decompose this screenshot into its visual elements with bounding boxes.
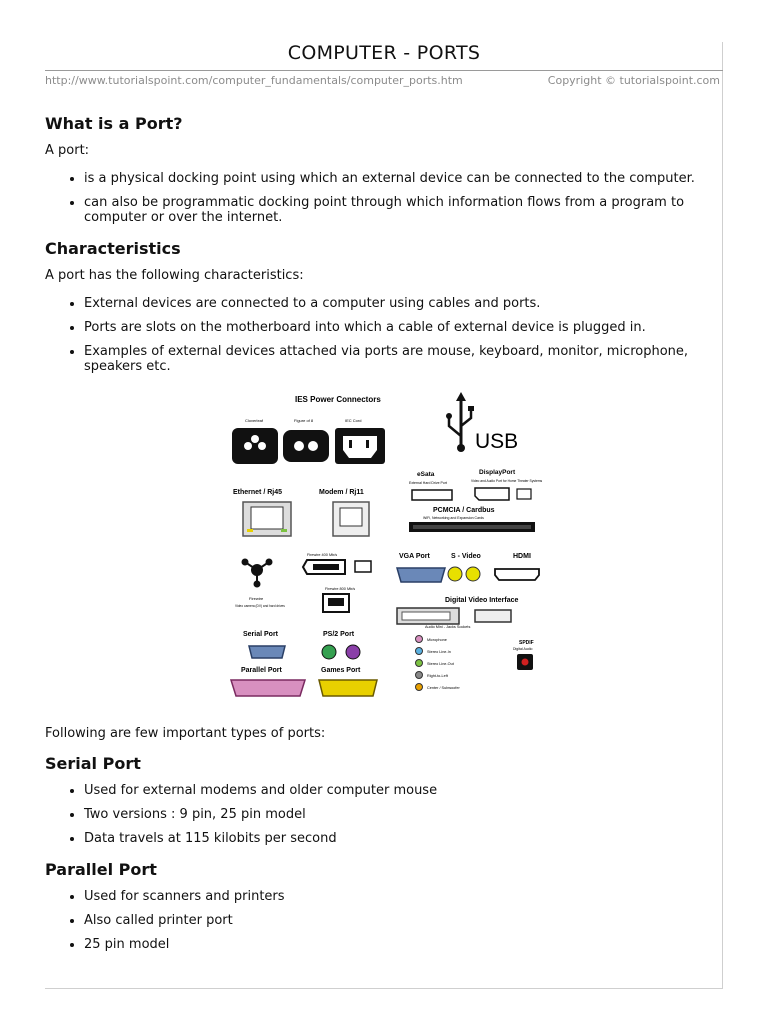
spdif-label: SPDIF xyxy=(519,640,534,646)
figure8-connector-icon xyxy=(283,430,329,462)
audio-linein-label: Stereo Line-In xyxy=(427,650,451,654)
port-definition-list xyxy=(45,171,725,225)
list-item: • Ports are slots on the motherboard into which a cable of external device is plugged in. xyxy=(84,320,725,335)
esata-label: eSata xyxy=(417,471,435,478)
displayport-sub: Video and Audio Port for Home Theater Systems xyxy=(471,479,543,483)
list-item: • can also be programmatic docking point through which information flows from a program to computer or over the internet. xyxy=(84,195,725,225)
list-item: • Two versions : 9 pin, 25 pin model xyxy=(84,807,725,822)
serial-port-icon xyxy=(249,646,285,658)
cloverleaf-connector-icon xyxy=(232,428,278,464)
list-item: • Also called printer port xyxy=(84,913,725,928)
source-url[interactable]: http://www.tutorialspoint.com/computer_fundamentals/computer_ports.htm xyxy=(45,74,463,87)
parallel-port-list xyxy=(45,889,725,952)
list-item: • Examples of external devices attached via ports are mouse, keyboard, monitor, microphone, speakers etc. xyxy=(84,344,725,374)
hdmi-port-icon xyxy=(495,569,539,580)
audio-jacks xyxy=(416,636,423,691)
list-item: • Used for scanners and printers xyxy=(84,889,725,904)
displayport-label: DisplayPort xyxy=(479,469,516,476)
list-item: • External devices are connected to a computer using cables and ports. xyxy=(84,296,725,311)
usb-label: USB xyxy=(475,430,519,453)
pcmcia-label: PCMCIA / Cardbus xyxy=(433,507,495,514)
ethernet-label: Ethernet / Rj45 xyxy=(233,489,283,496)
port-intro: A port: xyxy=(45,143,90,158)
audio-mic-label: Microphone xyxy=(427,638,447,642)
firewire400-label: Firewire 400 Mb/s xyxy=(307,553,338,557)
document-body xyxy=(45,105,725,966)
parallel-port-icon xyxy=(231,680,305,696)
firewire-label: Firewire xyxy=(249,596,264,601)
vga-port-icon xyxy=(397,568,445,582)
audio-rtl-label: Right-to-Left xyxy=(427,674,448,678)
svideo-port-icon xyxy=(448,567,462,581)
ies-label-iec: IEC Cord xyxy=(345,418,362,423)
audio-center-label: Center / Subwoofer xyxy=(427,686,460,690)
heading-what-is-port: What is a Port? xyxy=(45,114,183,133)
games-label: Games Port xyxy=(321,667,361,674)
ies-label-cloverleaf: Cloverleaf xyxy=(245,418,264,423)
ports-illustration xyxy=(227,388,547,710)
firewire-icon xyxy=(242,559,273,588)
ies-title: IES Power Connectors xyxy=(295,395,381,404)
serial-port-list xyxy=(45,783,725,846)
characteristics-list xyxy=(45,296,725,374)
heading-characteristics: Characteristics xyxy=(45,239,181,258)
displayport-icon xyxy=(475,488,509,500)
pcmcia-sub: WiFi, Networking and Expansion Cards xyxy=(423,516,484,520)
esata-sub: External Hard Drive Port xyxy=(409,481,447,485)
audio-lineout-label: Stereo Line-Out xyxy=(427,662,454,666)
dvi-label: Digital Video Interface xyxy=(445,597,519,604)
usb-icon xyxy=(446,392,474,452)
serial-label: Serial Port xyxy=(243,631,279,638)
characteristics-intro: A port has the following characteristics: xyxy=(45,268,304,283)
firewire800-label: Firewire 800 Mb/s xyxy=(325,587,356,591)
ps2-keyboard-port-icon xyxy=(346,645,360,659)
heading-serial-port: Serial Port xyxy=(45,754,141,773)
games-port-icon xyxy=(319,680,377,696)
ies-label-figure8: Figure of 8 xyxy=(294,418,314,423)
list-item: • Data travels at 115 kilobits per second xyxy=(84,831,725,846)
list-item: • Used for external modems and older computer mouse xyxy=(84,783,725,798)
list-item: • is a physical docking point using which an external device can be connected to the computer. xyxy=(84,171,725,186)
ps2-label: PS/2 Port xyxy=(323,631,355,638)
esata-port-icon xyxy=(412,490,452,500)
vga-label: VGA Port xyxy=(399,553,430,560)
title-rule xyxy=(45,70,723,71)
spdif-sub: Digital Audio xyxy=(513,647,533,651)
firewire-sub: Video camera (DV) and hard drives xyxy=(235,604,285,608)
svideo-label: S - Video xyxy=(451,553,481,560)
list-item: • 25 pin model xyxy=(84,937,725,952)
parallel-label: Parallel Port xyxy=(241,667,282,674)
ps2-mouse-port-icon xyxy=(322,645,336,659)
modem-label: Modem / Rj11 xyxy=(319,489,364,496)
audio-title: Audio Mini - Jacks Sockets xyxy=(425,625,471,629)
page-frame-bottom xyxy=(45,988,723,989)
copyright-notice: Copyright © tutorialspoint.com xyxy=(547,74,720,87)
heading-parallel-port: Parallel Port xyxy=(45,860,157,879)
hdmi-label: HDMI xyxy=(513,553,531,560)
page-title: COMPUTER - PORTS xyxy=(287,42,481,64)
following-text: Following are few important types of ports: xyxy=(45,726,326,741)
